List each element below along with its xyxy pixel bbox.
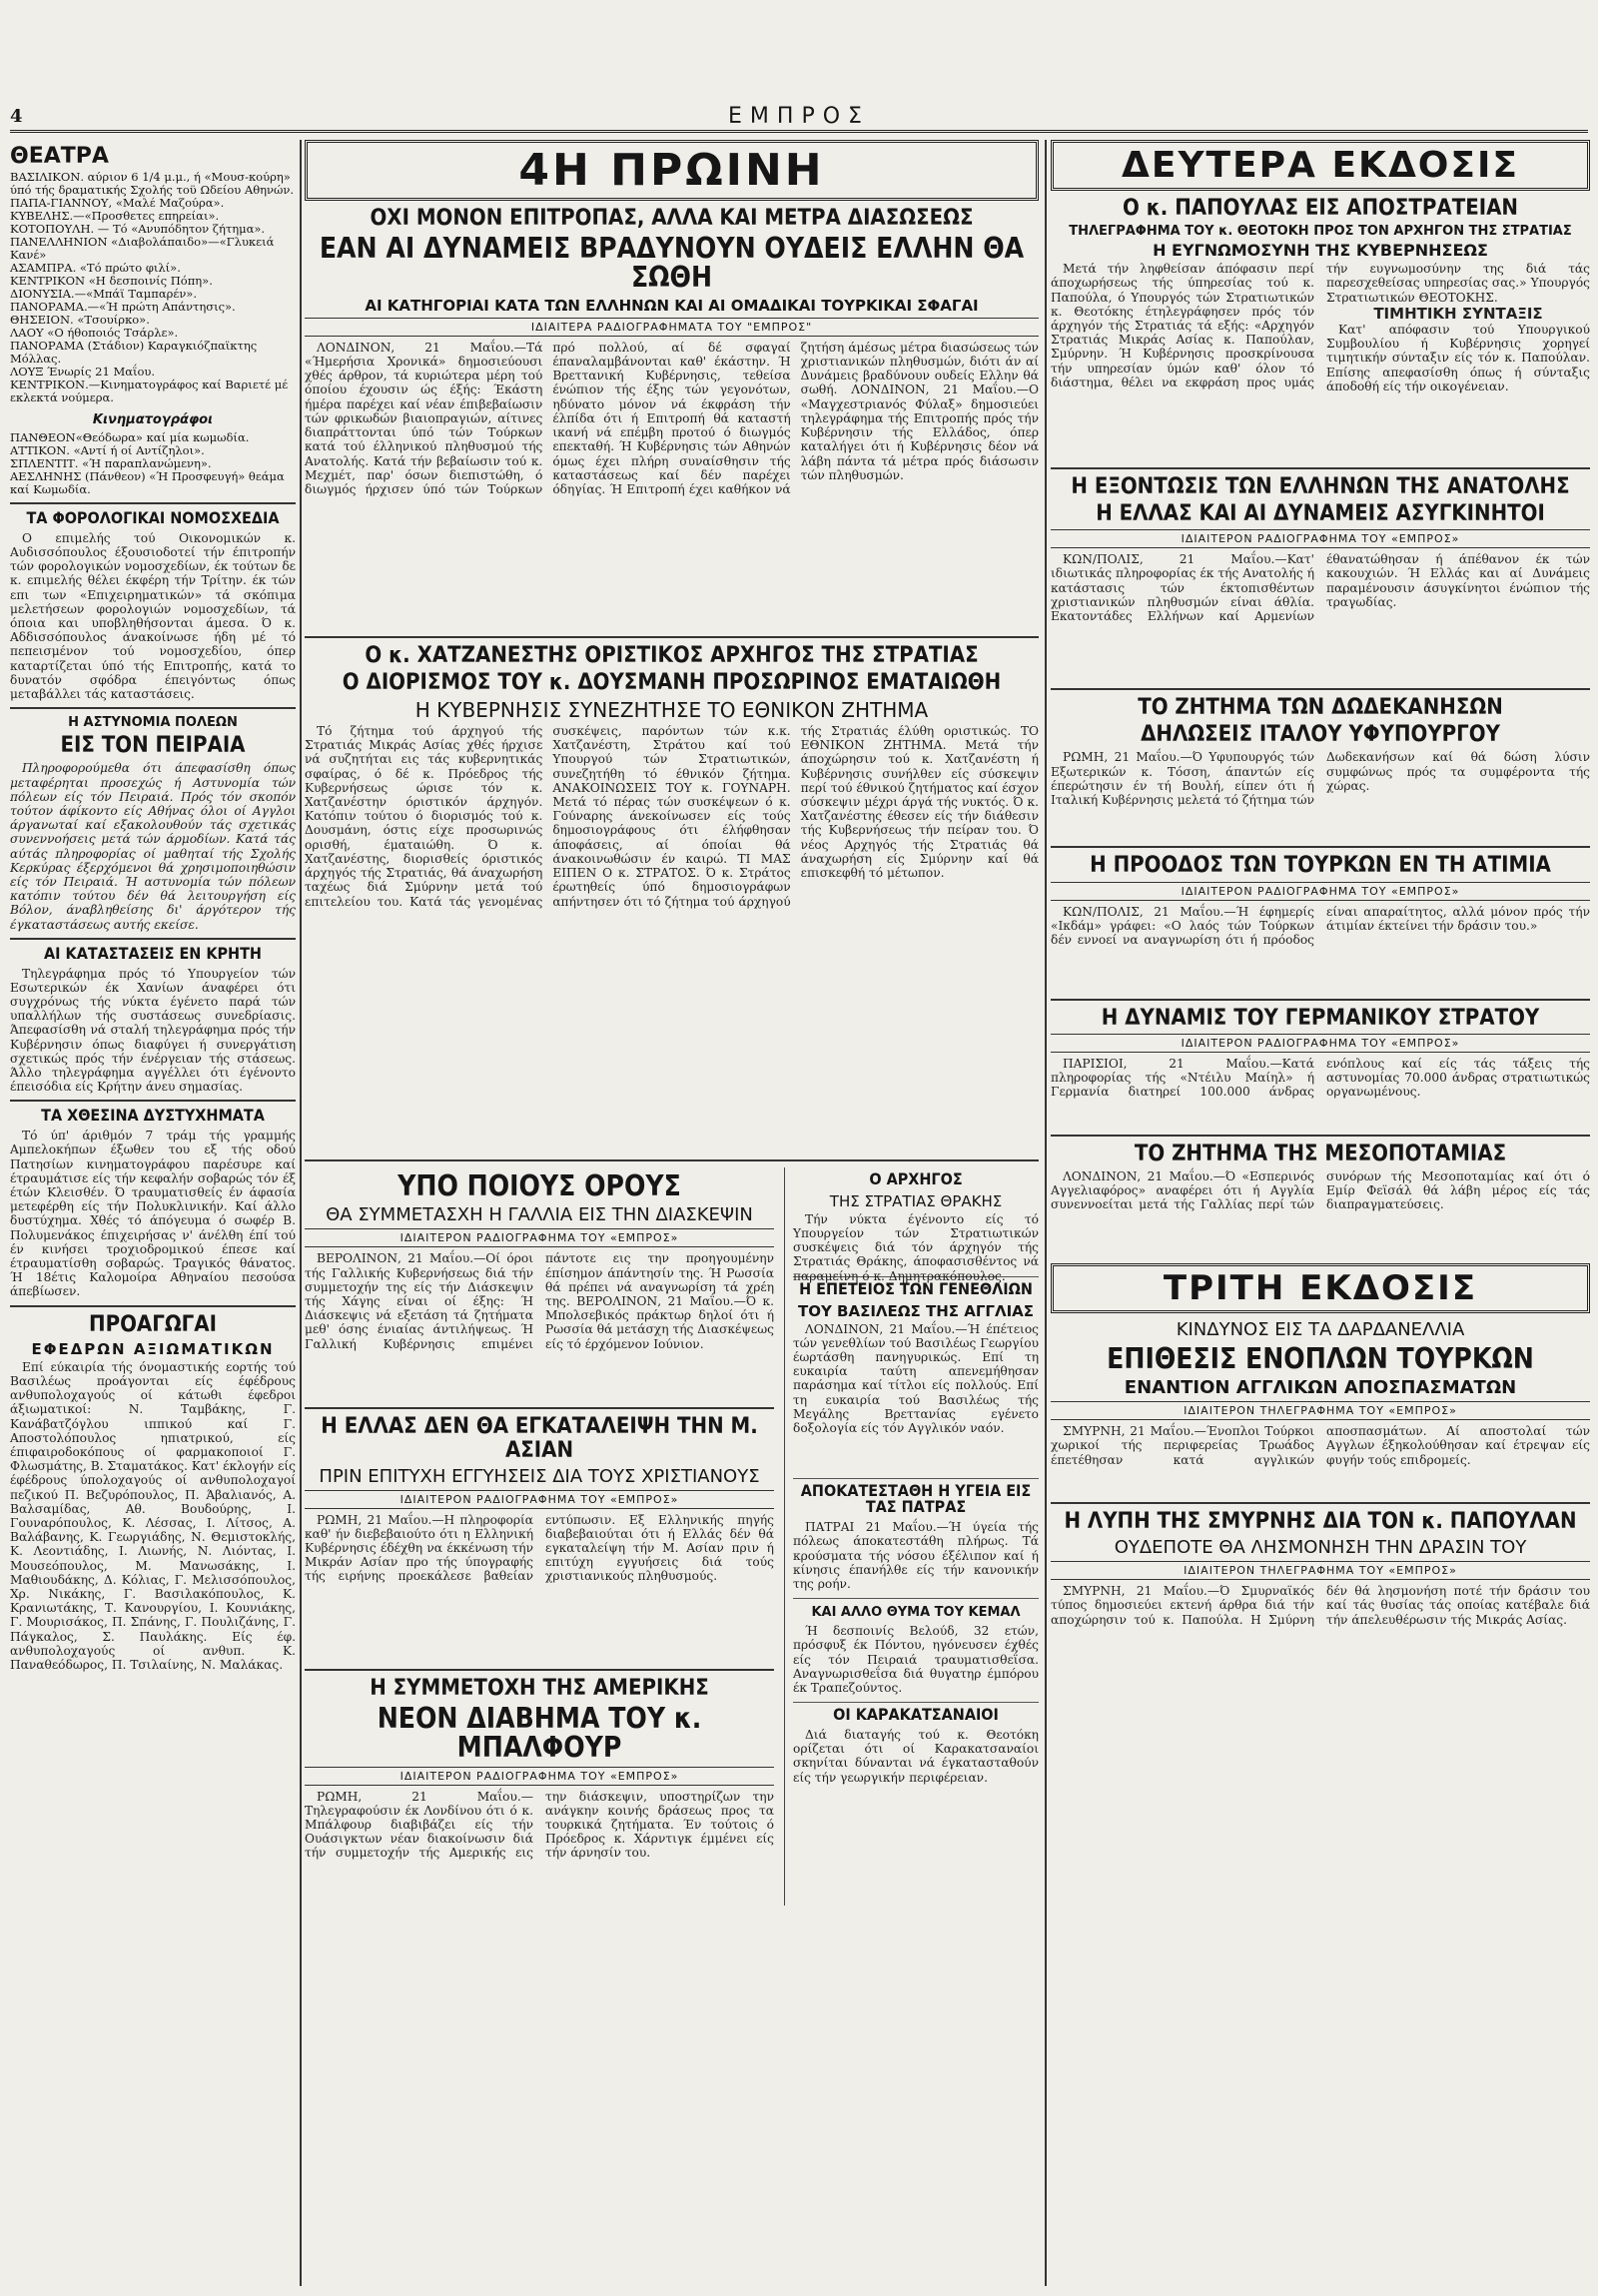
cinema-entry: ΑΤΤΙΚΟΝ. «Αντί ή οί Αντίζηλοι». (10, 443, 205, 457)
lower-block (305, 1167, 1039, 1905)
smyrna-grief-article (1051, 1510, 1590, 1684)
headline: Η ΣΥΜΜΕΤΟΧΗ ΤΗΣ ΑΜΕΡΙΚΗΣ (370, 1675, 709, 1701)
edition-banner: ΔΕΥΤΕΡΑ ΕΚΔΟΣΙΣ (1051, 140, 1590, 191)
theatre-list (10, 171, 296, 404)
article-body: Πληροφορούμεθα ότι άπεφασίσθη όπως μεταφέρηται προσεχώς ή Αστυνομία τών πόλεων είς τόν Πειραιά. Πρός τόν σκοπόν τούτον άφίκοντο είς Αθήνας όλοι οί Αγγλοι άργανωταί καί εξακολουθούν τάς σχετικάς συνεννοήσεις μετά τών άρμοδίων. Κατά τάς αύτάς πληροφορίας οί μαθηταί τής Σχολής Κερκύρας έξερχόμενοι θά χρησιμοποιηθώσιν είς τόν Πειραιά. Ή αστυνομία τών πόλεων κατόπιν τούτου δέν θά λειτουργήση είς Βόλον, άναβληθείσης δι' άργότερον τής έγκαταστάσεως αυτής εκείσε. (10, 761, 296, 932)
divider (793, 1598, 1039, 1599)
edition-banner-third: ΤΡΙΤΗ ΕΚΔΟΣΙΣ (1051, 1263, 1590, 1313)
article-body: ΛΟΝΔΙΝΟΝ, 21 Μαΐου.—Τά «Ήμερήσια Χρονικά» δημοσιεύουσι χθές άρθρον, τά κυριώτερα μέρη τού όποίου έχουσιν ώς έξής: Έκάστη ήμέρα παρέχει καί νέαν έπιβεβαίωσιν τών φρικωδών βιαιοπραγιών, αίτινες διαπράττονται ύπό τών Τούρκων κατά τού έλληνικού πληθυσμού τής Ανατολής. Κατά τήν βεβαίωσιν τού κ. Μεχμέτ, παρ' όσων διεπιστώθη, ό διωγμός ήρχισεν ύπό τών Τούρκων πρό πολλού, αί δέ σφαγαί έπαναλαμβάνονται καθ' έκάστην. Ή Βρεττανική Κυβέρνησις, τεθείσα ένώπιον τής έξης τών γεγονότων, ηδύνατο μόνον νά έκφράση τήν έλπίδα ότι ή Επιτροπή θά καταστή ικανή νά επέμβη προτού ό διωγμός επεκταθή. Ή Κυβέρνησις τών Αθηνών όμως έχει πλήρη συναίσθησιν τής καταστάσεως καί δέν παρέχει όδηγίας. Ή Επιτροπή έχει καθήκον νά ζητήση άμέσως μέτρα διασώσεως τών χριστιανικών πληθυσμών, διότι άν αί Δυνάμεις βραδύνουν ουδείς Ελλην θά σωθή. ΛΟΝΔΙΝΟΝ, 21 Μαΐου.—Ο «Μαγχεστριανός Φύλαξ» δημοσιεύει τηλεγράφημα τής Επιτροπής πρός τήν Κυβέρνησιν τής Ελλάδος, όπερ καταλήγει ότι ή Κυβέρνησις δέον νά λάβη πάντα τά μέτρα πρός διάσωσιν τών πληθυσμών. (305, 340, 1039, 496)
theatre-entry: ΔΙΟΝΥΣΙΑ.—«Μπάϊ Ταμπαρέν». (10, 287, 197, 301)
subheadline: ΤΗΣ ΣΤΡΑΤΙΑΣ ΘΡΑΚΗΣ (829, 1191, 1003, 1210)
headline: ΥΠΟ ΠΟΙΟΥΣ ΟΡΟΥΣ (398, 1169, 681, 1203)
article-body: ΛΟΝΔΙΝΟΝ, 21 Μαΐου.—Ή έπέτειος τών γενεθλίων τού Βασιλέως Γεωργίου έωρτάσθη πανηγυρικώς. Επί τη ευκαιρία ταύτη απενεμήθησαν παράσημα καί τίτλοι είς πολλούς. Επί τη ευκαιρία τού Βασιλέως τής Μεγάλης Βρεττανίας εγένετο δοξολογία είς τόν Αγγλικόν ναόν. (793, 1321, 1039, 1436)
theatre-entry: ΚΕΝΤΡΙΚΟΝ.—Κινηματογράφος καί Βαριετέ μέ εκλεκτά νούμερα. (10, 378, 289, 404)
france-conditions-article (305, 1171, 774, 1401)
article-body: ΣΜΥΡΝΗ, 21 Μαΐου.—Ό Σμυρναϊκός τύπος δημοσιεύει εκτενή άρθρα διά τήν αποχώρησιν τού κ. Παπούλα. Η Σμύρνη δέν θά λησμονήση ποτέ τήν δράσιν του καί τάς θυσίας τάς οποίας κατέβαλε διά τήν άπελευθέρωσιν τής Μικράς Ασίας. (1051, 1584, 1590, 1627)
dispatch-label: ΙΔΙΑΙΤΕΡΟΝ ΡΑΔΙΟΓΡΑΦΗΜΑ ΤΟΥ «ΕΜΠΡΟΣ» (1051, 882, 1590, 901)
subheadline-3: ΤΙΜΗΤΙΚΗ ΣΥΝΤΑΞΙΣ (1373, 304, 1543, 323)
subheadline: ΟΥΔΕΠΟΤΕ ΘΑ ΛΗΣΜΟΝΗΣΗ ΤΗΝ ΔΡΑΣΙΝ ΤΟΥ (1114, 1537, 1527, 1559)
headline: ΟΧΙ ΜΟΝΟΝ ΕΠΙΤΡΟΠΑΣ, ΑΛΛΑ ΚΑΙ ΜΕΤΡΑ ΔΙΑΣΩΣΕΩΣ (370, 206, 974, 231)
kicker: ΚΙΝΔΥΝΟΣ ΕΙΣ ΤΑ ΔΑΡΔΑΝΕΛΛΙΑ (1176, 1318, 1465, 1340)
headline: ΤΟ ΖΗΤΗΜΑ ΤΗΣ ΜΕΣΟΠΟΤΑΜΙΑΣ (1134, 1141, 1507, 1166)
theatre-entry: ΠΑΝΟΡΑΜΑ.—«Ή πρώτη Απάντησις». (10, 300, 236, 314)
cinema-entry: ΠΑΝΘΕΟΝ«Θεόδωρα» καί μία κωμωδία. (10, 430, 250, 444)
divider (10, 502, 296, 504)
divider (793, 1702, 1039, 1703)
headline: Η ΛΥΠΗ ΤΗΣ ΣΜΥΡΝΗΣ ΔΙΑ ΤΟΝ κ. ΠΑΠΟΥΛΑΝ (1064, 1509, 1577, 1535)
divider (10, 707, 296, 709)
article-accidents (10, 1108, 296, 1298)
headline: ΟΙ ΚΑΡΑΚΑΤΣΑΝΑΙΟΙ (833, 1705, 999, 1725)
lead-article (305, 207, 1039, 630)
article-body: Διά διαταγής τού κ. Θεοτόκη ορίζεται ότι οί Καρακατσαναίοι σκηνίται δύνανται νά έγκατασταθούν είς τήν γεωργικήν περιφέρειαν. (793, 1728, 1039, 1785)
kemal-victim-article (793, 1605, 1039, 1696)
column-divider (300, 140, 302, 2286)
headline: ΠΡΟΑΓΩΓΑΙ (89, 1311, 217, 1337)
cinema-entry: ΣΠΛΕΝΤΙΤ. «Ή παραπλανώμενη». (10, 456, 212, 470)
papoulas-article (1051, 197, 1590, 461)
headline: ΤΟ ΖΗΤΗΜΑ ΤΩΝ ΔΩΔΕΚΑΝΗΣΩΝ (1138, 695, 1503, 721)
headline: Η ΕΠΕΤΕΙΟΣ ΤΩΝ ΓΕΝΕΘΛΙΩΝ (799, 1278, 1033, 1298)
page-number: 4 (10, 106, 23, 127)
subheadline: ΤΗΛΕΓΡΑΦΗΜΑ ΤΟΥ κ. ΘΕΟΤΟΚΗ ΠΡΟΣ ΤΟΝ ΑΡΧΗΓΟΝ ΤΗΣ ΣΤΡΑΤΙΑΣ (1069, 224, 1572, 240)
mesopotamia-article (1051, 1143, 1590, 1257)
lower-left-block (305, 1167, 774, 1905)
divider (1051, 999, 1590, 1001)
divider (10, 1100, 296, 1102)
headline: Ο ΑΡΧΗΓΟΣ (869, 1169, 963, 1189)
article-promotions (10, 1313, 296, 1673)
headline: Ο κ. ΧΑΤΖΑΝΕΣΤΗΣ ΟΡΙΣΤΙΚΟΣ ΑΡΧΗΓΟΣ ΤΗΣ ΣΤΡΑΤΙΑΣ (365, 642, 979, 668)
divider (305, 1407, 774, 1409)
theatre-entry: ΚΟΤΟΠΟΥΛΗ. — Τό «Ανυπόδητον ζήτημα». (10, 222, 266, 236)
article-body: Ή δεσποινίς Βελούδ, 32 ετών, πρόσφυξ έκ Πόντου, ηγόνευσεν έχθές είς τόν Πειραιά τραυματισθεΐσα. Αναγνωρισθεΐσα διά θυγατηρ έμπόρου έκ Τραπεζούντος. (793, 1624, 1039, 1696)
left-column (10, 140, 296, 2286)
kicker: Η ΑΣΤΥΝΟΜΙΑ ΠΟΛΕΩΝ (68, 715, 238, 731)
divider (1051, 846, 1590, 848)
subheadline: ΝΕΟΝ ΔΙΑΒΗΜΑ ΤΟΥ κ. ΜΠΑΛΦΟΥΡ (377, 1701, 702, 1765)
divider (1051, 1502, 1590, 1504)
divider (305, 1159, 1039, 1161)
divider (1051, 688, 1590, 690)
article-body: Επί εύκαιρία τής όνομαστικής εορτής τού Βασιλέως προάγονται είς έφέδρους ανθυπολοχαγούς οί κάτωθι έφεδροι άξιωματικοί: Ν. Ταμβάκης, Γ. Κανάβατζόγλου ιππικού καί Γ. Αποστολόπουλος ηπιατρικού, είς έπιφαιροδοκόπους οί φαρμακοποιοί Γ. Φλωσμάτης, Β. Σταματάκος. Κατ' έκλογήν είς έφέδρους ύπολοχαγούς οί ανθυπολοχαγοί πεζικού Π. Βεζυρόπουλος, Π. Άβαλιανός, Α. Βαλσαμίδας, Αθ. Βουδούρης, Ι. Γουναρόπουλος, Κ. Λέσσας, Ι. Λίτσος, Α. Βαλάβανης, Κ. Γεωργιάδης, Ν. Θεμιστοκλής, Κ. Λεοντιάδης, Ι. Λιωνής, Ν. Λιόντας, Ι. Μουσεόπουλος, Μ. Μανωσάκης, Ι. Μαθιουδάκης, Δ. Κόλιας, Γ. Μελισσόπουλος, Χρ. Νικάκης, Γ. Βασιλακόπουλος, Κ. Κρανιωτάκης, Τ. Κανουργίου, Ι. Κουνιάκης, Γ. Μουρισάκος, Π. Σπάνης, Γ. Πουλιζάνης, Γ. Πάγκαλος, Σ. Παυλάκης. Είς έφ. ανθυπολοχαγούς οί ανθυπ. Κ. Παναθεόδωρος, Π. Τσιλαίνης, Ν. Μαλάκας. (10, 1359, 296, 1672)
cinema-entry: ΑΕΣΛΗΝΗΣ (Πάνθεον) «Ή Προσφευγή» θεάμα καί Κωμωδία. (10, 469, 285, 496)
column-divider (1045, 140, 1047, 2286)
masthead-rule (10, 130, 1588, 133)
headline: Η ΔΥΝΑΜΙΣ ΤΟΥ ΓΕΡΜΑΝΙΚΟΥ ΣΤΡΑΤΟΥ (1101, 1005, 1540, 1031)
theatre-entry: ΠΑΝΟΡΑΜΑ (Στάδιον) Καραγκιόζπαϊκτης Μόλλας. (10, 339, 258, 366)
subheadline: ΕΦΕΔΡΩΝ ΑΞΙΩΜΑΤΙΚΩΝ (31, 1339, 275, 1358)
masthead (10, 98, 1588, 134)
dispatch-label: ΙΔΙΑΙΤΕΡΟΝ ΡΑΔΙΟΓΡΑΦΗΜΑ ΤΟΥ «ΕΜΠΡΟΣ» (1051, 1034, 1590, 1053)
dispatch-label: ΙΔΙΑΙΤΕΡΟΝ ΡΑΔΙΟΓΡΑΦΗΜΑ ΤΟΥ «ΕΜΠΡΟΣ» (305, 1767, 774, 1786)
article-body: Τό ζήτημα τού άρχηγού τής Στρατιάς Μικράς Ασίας χθές ήρχισε νά συζητήται εις τάς κυβερνητικάς σφαίρας, ό δέ κ. Πρόεδρος τής Κυβερνήσεως ώρισε τόν κ. Χατζανέστην όριστικόν άρχηγόν. Κατόπιν τούτου ό διορισμός τού κ. Δουσμάνη, όστις είχε προσωρινώς ορισθή, έματαιώθη. Ό κ. Χατζανέστης, διορισθείς όριστικός άρχηγός τής Στρατιάς, θά άναχωρήση ταχέως διά Σμύρνην μετά τού επιτελείου του. Κατά τάς γενομένας συσκέψεις, παρόντων τών κ.κ. Χατζανέστη, Στράτου καί τού Υπουργού τών Στρατιωτικών, συνεζητήθη τό έθνικόν ζήτημα. ΑΝΑΚΟΙΝΩΣΕΙΣ ΤΟΥ κ. ΓΟΥΝΑΡΗ. Μετά τό πέρας τών συσκέψεων ό κ. Γούναρης άνεκοίνωσεν είς τούς δημοσιογράφους ότι έλήφθησαν άποφάσεις, αί όποίαι θά άνακοινωθώσιν έν καιρώ. ΤΙ ΜΑΣ ΕΙΠΕΝ Ο κ. ΣΤΡΑΤΟΣ. Ό κ. Στράτος έρωτηθείς ύπό δημοσιογράφων απήντησεν ότι τό ζήτημα τού άρχηγού τής Στρατιάς έλύθη οριστικώς. ΤΟ ΕΘΝΙΚΟΝ ΖΗΤΗΜΑ. Μετά τήν άποχώρησιν τού κ. Χατζανέστη ή Κυβέρνησις συνήλθεν είς σύσκεψιν περί τού έθνικού ζητήματος καί έσχον σύσκεψιν μέχρι άργά τής νυκτός. Ό κ. Χατζανέστης έθεσεν είς τήν διάθεσιν τής Κυβερνήσεως τήν πείραν του. Ό νέος Αρχηγός τής Στρατιάς θά άναχωρήση είς Σμύρνην καί θά επισκεφθή τό μέτωπον. (305, 724, 1039, 909)
anatolia-greeks-article (1051, 475, 1590, 682)
cinema-title: Κινηματογράφοι (92, 412, 214, 427)
subheadline-2: ΑΙ ΚΑΤΗΓΟΡΙΑΙ ΚΑΤΑ ΤΩΝ ΕΛΛΗΝΩΝ ΚΑΙ ΑΙ ΟΜΑΔΙΚΑΙ ΤΟΥΡΚΙΚΑΙ ΣΦΑΓΑΙ (365, 296, 979, 315)
dispatch-label: ΙΔΙΑΙΤΕΡΟΝ ΤΗΛΕΓΡΑΦΗΜΑ ΤΟΥ «ΕΜΠΡΟΣ» (1051, 1561, 1590, 1580)
dispatch-label: ΙΔΙΑΙΤΕΡΟΝ ΡΑΔΙΟΓΡΑΦΗΜΑ ΤΟΥ «ΕΜΠΡΟΣ» (305, 1228, 774, 1247)
article-body: ΚΩΝ/ΠΟΛΙΣ, 21 Μαΐου.—Κατ' ιδιωτικάς πληροφορίας έκ τής Ανατολής ή κατάστασις τών έκτοπισθέντων χριστιανικών πληθυσμών είναι άθλία. Εκατοντάδες Ελλήνων καί Αρμενίων έθανατώθησαν ή άπέθανον έκ τών κακουχιών. Ή Ελλάς και αί Δυνάμεις παραμένουσιν άσυγκίνητοι ένώπιον τής τραγωδίας. (1051, 552, 1590, 624)
theatre-entry: ΠΑΠΑ-ΓΙΑΝΝΟΥ, «Μαλέ Μαζούρα». (10, 196, 225, 210)
theatre-entry: ΛΟΥΞ Ένωρίς 21 Μαΐου. (10, 365, 156, 379)
subheadline: ΘΑ ΣΥΜΜΕΤΑΣΧΗ Η ΓΑΛΛΙΑ ΕΙΣ ΤΗΝ ΔΙΑΣΚΕΨΙΝ (326, 1204, 753, 1226)
headline: ΕΙΣ ΤΟΝ ΠΕΙΡΑΙΑ (60, 733, 246, 759)
headline: ΚΑΙ ΑΛΛΟ ΘΥΜΑ ΤΟΥ ΚΕΜΑΛ (811, 1605, 1021, 1621)
army-chief-article (305, 644, 1039, 1153)
headline: ΕΠΙΘΕΣΙΣ ΕΝΟΠΛΩΝ ΤΟΥΡΚΩΝ (1107, 1341, 1534, 1375)
center-column (305, 140, 1039, 2286)
headline: Ο κ. ΠΑΠΟΥΛΑΣ ΕΙΣ ΑΠΟΣΤΡΑΤΕΙΑΝ (1123, 196, 1518, 221)
dispatch-label: ΙΔΙΑΙΤΕΡΟΝ ΡΑΔΙΟΓΡΑΦΗΜΑ ΤΟΥ «ΕΜΠΡΟΣ» (1051, 529, 1590, 548)
divider (793, 1478, 1039, 1479)
divider (305, 636, 1039, 638)
cinema-list (10, 431, 296, 496)
german-army-article (1051, 1007, 1590, 1129)
dispatch-label: ΙΔΙΑΙΤΕΡΟΝ ΤΗΛΕΓΡΑΦΗΜΑ ΤΟΥ «ΕΜΠΡΟΣ» (1051, 1401, 1590, 1420)
article-body: ΡΩΜΗ, 21 Μαΐου.—Τηλεγραφούσιν έκ Λονδίνου ότι ό κ. Μπάλφουρ διαβιβάζει είς τήν Ουάσιγκτων νέαν διακοίνωσιν διά τήν συμμετοχήν τής Αμερικής εις την διάσκεψιν, υποστηρίζων την ανάγκην κοινής δράσεως προς τα τουρκικά ζητήματα. Έν τούτοις ό Πρόεδρος κ. Χάρντιγκ έμμένει είς τήν άρνησίν του. (305, 1789, 774, 1861)
article-crete (10, 943, 296, 1095)
theatre-entry: ΚΥΒΕΛΗΣ.—«Προσθετες επηρείαι». (10, 209, 220, 223)
subheadline: Ο ΔΙΟΡΙΣΜΟΣ ΤΟΥ κ. ΔΟΥΣΜΑΝΗ ΠΡΟΣΩΡΙΝΟΣ ΕΜΑΤΑΙΩΘΗ (342, 669, 1002, 695)
dodecanese-article (1051, 696, 1590, 840)
lower-right-block (784, 1167, 1039, 1905)
subheadline-2: Η ΚΥΒΕΡΝΗΣΙΣ ΣΥΝΕΖΗΤΗΣΕ ΤΟ ΕΘΝΙΚΟΝ ΖΗΤΗΜΑ (414, 698, 929, 723)
subheadline: ΠΡΙΝ ΕΠΙΤΥΧΗ ΕΓΓΥΗΣΕΙΣ ΔΙΑ ΤΟΥΣ ΧΡΙΣΤΙΑΝΟΥΣ (319, 1465, 760, 1487)
article-body: ΡΩΜΗ, 21 Μαΐου.—Η πληροφορία καθ' ήν διεβεβαιούτο ότι η Ελληνική Κυβέρνησις έδέχθη να έκκένωση τήν Μικράν Ασίαν προ τής ύπογραφής τής ειρήνης προεκάλεσε βαθείαν εντύπωσιν. Εξ Ελληνικής πηγής διαβεβαιούται ότι ή Ελλάς δέν θά εγκαταλείψη τήν Μ. Ασίαν πριν ή επιτύχη εγγυήσεις διά τούς χριστιανικούς πληθυσμούς. (305, 1512, 774, 1584)
article-body: ΠΑΤΡΑΙ 21 Μαΐου.—Ή ύγεία τής πόλεως άποκατεστάθη πλήρως. Τά κρούσματα τής νόσου έξέλιπον καί ή κίνησις έπανήλθε είς τήν κανονικήν της ροήν. (793, 1520, 1039, 1592)
theatre-entry: ΑΣΑΜΠΡΑ. «Τό πρώτο φιλί». (10, 261, 181, 275)
article-body: ΒΕΡΟΛΙΝΟΝ, 21 Μαΐου.—Οί όροι τής Γαλλικής Κυβερνήσεως διά τήν συμμετοχήν της είς τήν Διάσκεψιν τής Χάγης είναι οί έξης: Ή Διάσκεψις νά εξετάση τά ζητήματα μεθ' όσης ένιαίας άντιλήψεως. Ή Γαλλική Κυβέρνησις επιμένει πάντοτε εις την προηγουμένην έπίσημον άπάντησίν της. Ή Ρωσσία θά πρέπει νά αναγνωρίση τά χρέη της. ΒΕΡΟΛΙΝΟΝ, 21 Μαΐου.—Ό κ. Μπολσεβικός πράκτωρ δηλοί ότι ή Ρωσσία θά μετάσχη τής Διασκέψεως είς τό έρχόμενον Ιούνιον. (305, 1251, 774, 1351)
headline: Η ΕΞΟΝΤΩΣΙΣ ΤΩΝ ΕΛΛΗΝΩΝ ΤΗΣ ΑΝΑΤΟΛΗΣ (1071, 474, 1570, 500)
article-body: ΚΩΝ/ΠΟΛΙΣ, 21 Μαΐου.—Ή έφημερίς «Ικδάμ» γράφει: «Ο λαός τών Τούρκων δέν εννοεί να αναγνωρίση ότι ή πρόοδος είναι απαραίτητος, αλλά μόνον πρός τήν άτιμίαν έκτείνει τήν δράσιν του.» (1051, 904, 1590, 947)
headline: Η ΠΡΟΟΔΟΣ ΤΩΝ ΤΟΥΡΚΩΝ ΕΝ ΤΗ ΑΤΙΜΙΑ (1090, 853, 1551, 879)
dispatch-label: ΙΔΙΑΙΤΕΡΟΝ ΡΑΔΙΟΓΡΑΦΗΜΑ ΤΟΥ «ΕΜΠΡΟΣ» (305, 1490, 774, 1509)
article-body: Τήν νύκτα έγένοντο είς τό Υπουργείον τών Στρατιωτικών συσκέψεις διά τόν άρχηγόν τής Στρατιάς Θράκης, άποφασισθέντος νά παραμείνη ό κ. Δημητρακόπουλος. (793, 1211, 1039, 1283)
divider (305, 1669, 774, 1671)
divider (10, 938, 296, 940)
turks-progress-article (1051, 854, 1590, 992)
theatre-entry: ΘΗΣΕΙΟΝ. «Τσουίρκο». (10, 313, 150, 327)
divider (1051, 1135, 1590, 1137)
right-column (1051, 140, 1590, 2286)
subheadline: ΔΗΛΩΣΕΙΣ ΙΤΑΛΟΥ ΥΦΥΠΟΥΡΓΟΥ (1141, 722, 1500, 748)
dardanelles-article (1051, 1319, 1590, 1496)
article-body: ΛΟΝΔΙΝΟΝ, 21 Μαΐου.—Ό «Εσπερινός Αγγελιαφόρος» αναφέρει ότι ή Αγγλία συνεννοείται μετά τής Γαλλίας περί τών συνόρων τής Μεσοποταμίας καί ότι ό Εμίρ Φεϊσάλ θά λάβη μέρος είς τάς διαπραγματεύσεις. (1051, 1168, 1590, 1212)
subheadline: ΤΟΥ ΒΑΣΙΛΕΩΣ ΤΗΣ ΑΓΓΛΙΑΣ (797, 1301, 1035, 1320)
thrace-chief-article (793, 1169, 1039, 1283)
king-birthday-article (793, 1278, 1039, 1472)
headline: ΤΑ ΦΟΡΟΛΟΓΙΚΑΙ ΝΟΜΟΣΧΕΔΙΑ (26, 508, 280, 527)
headline: Η ΕΛΛΑΣ ΔΕΝ ΘΑ ΕΓΚΑΤΑΛΕΙΨΗ ΤΗΝ Μ. ΑΣΙΑΝ (321, 1414, 758, 1463)
article-body: ΠΑΡΙΣΙΟΙ, 21 Μαΐου.—Κατά πληροφορίας τής «Ντέιλυ Μαίηλ» ή Γερμανία διατηρεί 100.000 άνδρας ενόπλους καί είς τάς τάξεις τής αστυνομίας 70.000 άνδρας στρατιωτικώς οργανωμένους. (1051, 1056, 1590, 1100)
headline: ΤΑ ΧΘΕΣΙΝΑ ΔΥΣΤΥΧΗΜΑΤΑ (41, 1106, 265, 1126)
subheadline: ΕΝΑΝΤΙΟΝ ΑΓΓΛΙΚΩΝ ΑΠΟΣΠΑΣΜΑΤΩΝ (1124, 1377, 1517, 1399)
divider (1051, 467, 1590, 469)
theatre-entry: ΚΕΝΤΡΙΚΟΝ «Η δεσποινίς Πόπη». (10, 274, 213, 288)
article-body: Μετά τήν ληφθείσαν άπόφασιν περί άποχωρήσεως τής ύπηρεσίας τού κ. Παπούλα, ό Υπουργός τών Στρατιωτικών κ. Θεοτόκης έτηλεγράφησεν πρός τόν άρχηγόν τής Στρατιάς τά εξής: «Αρχηγόν Στρατιάς Μικράς Ασίας κ. Παπούλαν, Σμύρνην. Ή Κυβέρνησις προσκρίνουσα τήν υπηρεσίαν ύμών καθ' όλον τό διάστημα, θέλει να εκφράση προς υμάς τήν ευγνωμοσύνην της διά τάς παρεσχεθείσας υπηρεσίας σας.» Υπουργός Στρατιωτικών ΘΕΟΤΟΚΗΣ. ΤΙΜΗΤΙΚΗ ΣΥΝΤΑΞΙΣ Κατ' απόφασιν τού Υπουργικού Συμβουλίου ή Κυβέρνησις χορηγεί τιμητικήν σύνταξιν είς τόν κ. Παπούλαν. Επίσης απεφασίσθη όπως ή σύνταξις άποδοθή είς τήν οικογένειαν. (1051, 262, 1590, 393)
theatre-title: ΘΕΑΤΡΑ (10, 144, 109, 169)
edition-banner: 4Η ΠΡΩΙΝΗ (305, 140, 1039, 201)
dispatch-label: ΙΔΙΑΙΤΕΡΑ ΡΑΔΙΟΓΡΑΦΗΜΑΤΑ ΤΟΥ "ΕΜΠΡΟΣ" (305, 318, 1039, 337)
article-body: Τό ύπ' άριθμόν 7 τράμ τής γραμμής Αμπελοκήπων έξωθεν του εξ τής οδού Πατησίων κινηματογράφου παρέσυρε καί έτραυμάτισε είς τήν κεφαλήν σοβαρώς τόν έξ έτών Κλεισθέν. Ό τραυματισθείς έν άφασία μετεφέρθη είς τήν Πολυκλινικήν. Καί άλλο δυστύχημα. Χθές τό άπόγευμα ό σωφέρ Β. Πολυμενάκος έπιχειρήσας ν' άνέλθη έπί τού έν κινήσει τροχιοδρομικού έπεσε καί έτραυματίσθη σοβαρώς. Τραγικός θάνατος. Ή 18έτις Καλομοίρα Αθηναίου πεσούσα άπεβίωσεν. (10, 1129, 296, 1299)
theatre-entry: ΛΑΟΥ «Ο ήθοποιός Τσάρλε». (10, 326, 179, 340)
newspaper-name: ΕΜΠΡΟΣ (728, 104, 870, 129)
subheadline: ΕΑΝ ΑΙ ΔΥΝΑΜΕΙΣ ΒΡΑΔΥΝΟΥΝ ΟΥΔΕΙΣ ΕΛΛΗΝ ΘΑ ΣΩΘΗ (319, 232, 1025, 295)
headline: ΑΙ ΚΑΤΑΣΤΑΣΕΙΣ ΕΝ ΚΡΗΤΗ (44, 943, 262, 963)
article-body: ΣΜΥΡΝΗ, 21 Μαΐου.—Ένοπλοι Τούρκοι χωρικοί τής περιφερείας Τρωάδος έπετέθησαν κατά αγγλικών αποσπασμάτων. Αί αποστολαί τών Αγγλων έξηκολούθησαν καί έτρεψαν είς φυγήν τούς επιδρομείς. (1051, 1424, 1590, 1467)
theatre-section (10, 144, 296, 496)
patras-health-article (793, 1480, 1039, 1593)
article-body: Ο επιμελής τού Οικονομικών κ. Αυδισσόπουλος έξουσιοδοτεί τήν έπιτροπήν τών φορολογικών νομοσχεδίων, έκ τούτων δε κ. επιμελής θέλει έκφέρη τήν Τρίτην. έκ τών επι των «Επιχειρηματικών» τά σκόπιμα μελετήσεων φορολογιών νομοσχεδίων, τά όποια και υποβληθήσονται άμεσα. Ό κ. Αδδισσόπουλος άνακοίνωσε ήδη μέ τό πεπεισμένον τού νομοσχεδίου, όπερ καταρτίζεται ύπό τής Επιτροπής, κατά το δυνατόν σφόδρα έπειγόντως όπως μεταβάλλει τάς καταστάσεις. (10, 530, 296, 702)
article-tax-bills (10, 510, 296, 701)
article-body: Τηλεγράφημα πρός τό Υπουργείον τών Εσωτερικών έκ Χανίων άναφέρει ότι συγχρόνως τής νύκτα έγένετο παρά τών υπαλλήλων τής συστάσεως συνεδρίασις. Άπεφασίσθη νά σταλή τηλεγράφημα πρός τήν Κυβέρνησιν όπως διαφύγει ή συνεργάτιση σχετικώς πρός τήν ένέργειαν τής στάσεως. Άλλο τηλεγράφημα αγγέλλει ότι έγένοντο έπεισόδια είς Κρήτην άνευ σημασίας. (10, 966, 296, 1095)
headline: ΑΠΟΚΑΤΕΣΤΑΘΗ Η ΥΓΕΙΑ ΕΙΣ ΤΑΣ ΠΑΤΡΑΣ (800, 1480, 1032, 1517)
karakatsanaioi-article (793, 1707, 1039, 1786)
subheadline: Η ΕΛΛΑΣ ΚΑΙ ΑΙ ΔΥΝΑΜΕΙΣ ΑΣΥΓΚΙΝΗΤΟΙ (1096, 501, 1545, 527)
asia-minor-article (305, 1415, 774, 1662)
theatre-entry: ΒΑΣΙΛΙΚΟΝ. αύριον 6 1/4 μ.μ., ή «Μουσ-κούρη» ύπό τής δραματικής Σχολής τοϋ Ωδείου Αθηνών. (10, 170, 295, 197)
divider (10, 1305, 296, 1307)
article-city-police (10, 715, 296, 932)
theatre-entry: ΠΑΝΕΛΛΗΝΙΟΝ «Διαβολάπαιδο»—«Γλυκειά Κανέ» (10, 235, 275, 262)
subheadline-2: Η ΕΥΓΝΩΜΟΣΥΝΗ ΤΗΣ ΚΥΒΕΡΝΗΣΕΩΣ (1153, 241, 1488, 261)
article-body: ΡΩΜΗ, 21 Μαΐου.—Ό Υφυπουργός τών Εξωτερικών κ. Τόσση, άπαντών είς έπερώτησιν έν τή Βουλή, είπεν ότι ή Ιταλική Κυβέρνησις μελετά τό ζήτημα τών Δωδεκανήσων καί θά δώση λύσιν συμφώνως πρός τα συμφέροντα τής χώρας. (1051, 750, 1590, 808)
america-article (305, 1677, 774, 1900)
